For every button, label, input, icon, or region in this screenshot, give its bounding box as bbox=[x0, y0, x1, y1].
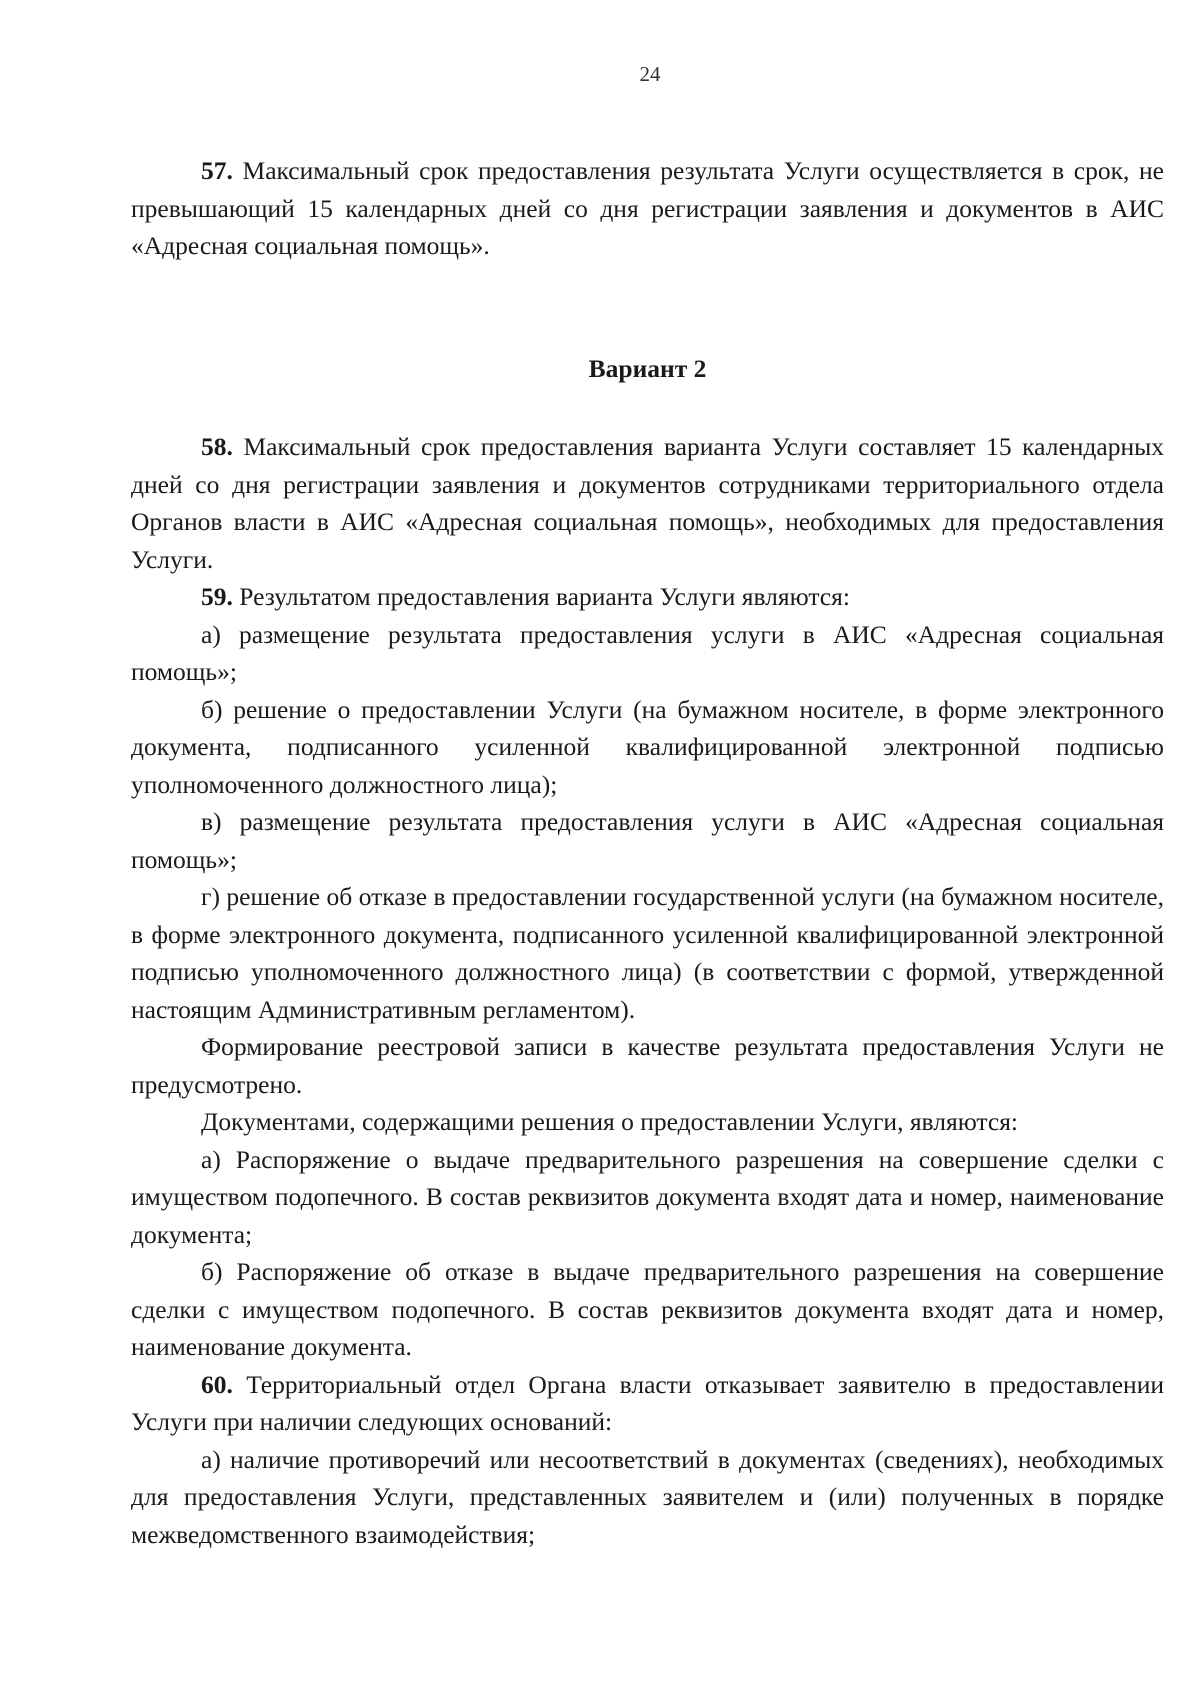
paragraph-text: Максимальный срок предоставления варианта Услуги составляет 15 календарных дней со дня регистрации заявления и документов сотрудниками территориального отдела Органов власти в АИС «Адресная социальная помощь», необходимых для предоставления Услуги. bbox=[131, 432, 1164, 574]
paragraph-60-a bbox=[131, 1441, 1164, 1554]
paragraph-text: а) наличие противоречий или несоответствий в документах (сведениях), необходимых для предоставления Услуги, представленных заявителем и (или) полученных в порядке межведомственного взаимодействия; bbox=[131, 1444, 1164, 1549]
paragraph-text: б) Распоряжение об отказе в выдаче предварительного разрешения на совершение сделки с имуществом подопечного. В состав реквизитов документа входят дата и номер, наименование документа. bbox=[131, 1257, 1164, 1361]
section-block-1 bbox=[131, 152, 1164, 265]
paragraph-text: в) размещение результата предоставления услуги в АИС «Адресная социальная помощь»; bbox=[131, 807, 1164, 874]
page-number: 24 bbox=[639, 62, 661, 86]
paragraph-text: а) размещение результата предоставления услуги в АИС «Адресная социальная помощь»; bbox=[131, 619, 1164, 686]
paragraph-60 bbox=[131, 1366, 1164, 1441]
paragraph-59-g bbox=[131, 878, 1164, 1028]
paragraph-number: 60. bbox=[201, 1369, 233, 1399]
paragraph-text: Формирование реестровой записи в качестве результата предоставления Услуги не предусмотрено. bbox=[131, 1032, 1164, 1099]
paragraph-registry bbox=[131, 1028, 1164, 1103]
paragraph-text: Результатом предоставления варианта Услуги являются: bbox=[232, 582, 850, 611]
section-heading: Вариант 2 bbox=[588, 354, 707, 383]
paragraph-text: б) решение о предоставлении Услуги (на бумажном носителе, в форме электронного документа, подписанного усиленной квалифицированной электронной подписью уполномоченного должностного лица); bbox=[131, 694, 1164, 799]
paragraph-text: Территориальный отдел Органа власти отказывает заявителю в предоставлении Услуги при наличии следующих оснований: bbox=[131, 1369, 1164, 1436]
section-block-2 bbox=[131, 428, 1164, 1553]
paragraph-57 bbox=[131, 152, 1164, 265]
paragraph-text: Документами, содержащими решения о предоставлении Услуги, являются: bbox=[201, 1107, 1019, 1136]
paragraph-58 bbox=[131, 428, 1164, 578]
paragraph-59-b bbox=[131, 691, 1164, 804]
paragraph-text: Максимальный срок предоставления результата Услуги осуществляется в срок, не превышающий 15 календарных дней со дня регистрации заявления и документов в АИС «Адресная социальная помощь». bbox=[131, 156, 1164, 260]
paragraph-59 bbox=[131, 578, 1164, 616]
paragraph-documents-a bbox=[131, 1141, 1164, 1254]
paragraph-number: 58. bbox=[201, 432, 233, 461]
paragraph-59-a bbox=[131, 616, 1164, 691]
paragraph-text: г) решение об отказе в предоставлении государственной услуги (на бумажном носителе, в форме электронного документа, подписанного усиленной квалифицированной электронной подписью уполномоченного должностного лица) (в соответствии с формой, утвержденной настоящим Административным регламентом). bbox=[131, 882, 1164, 1024]
paragraph-text: а) Распоряжение о выдаче предварительного разрешения на совершение сделки с имуществом подопечного. В состав реквизитов документа входят дата и номер, наименование документа; bbox=[131, 1144, 1164, 1249]
paragraph-documents bbox=[131, 1103, 1164, 1141]
paragraph-number: 57. bbox=[201, 156, 233, 185]
paragraph-59-v bbox=[131, 803, 1164, 878]
paragraph-number: 59. bbox=[201, 582, 233, 611]
paragraph-documents-b bbox=[131, 1253, 1164, 1366]
